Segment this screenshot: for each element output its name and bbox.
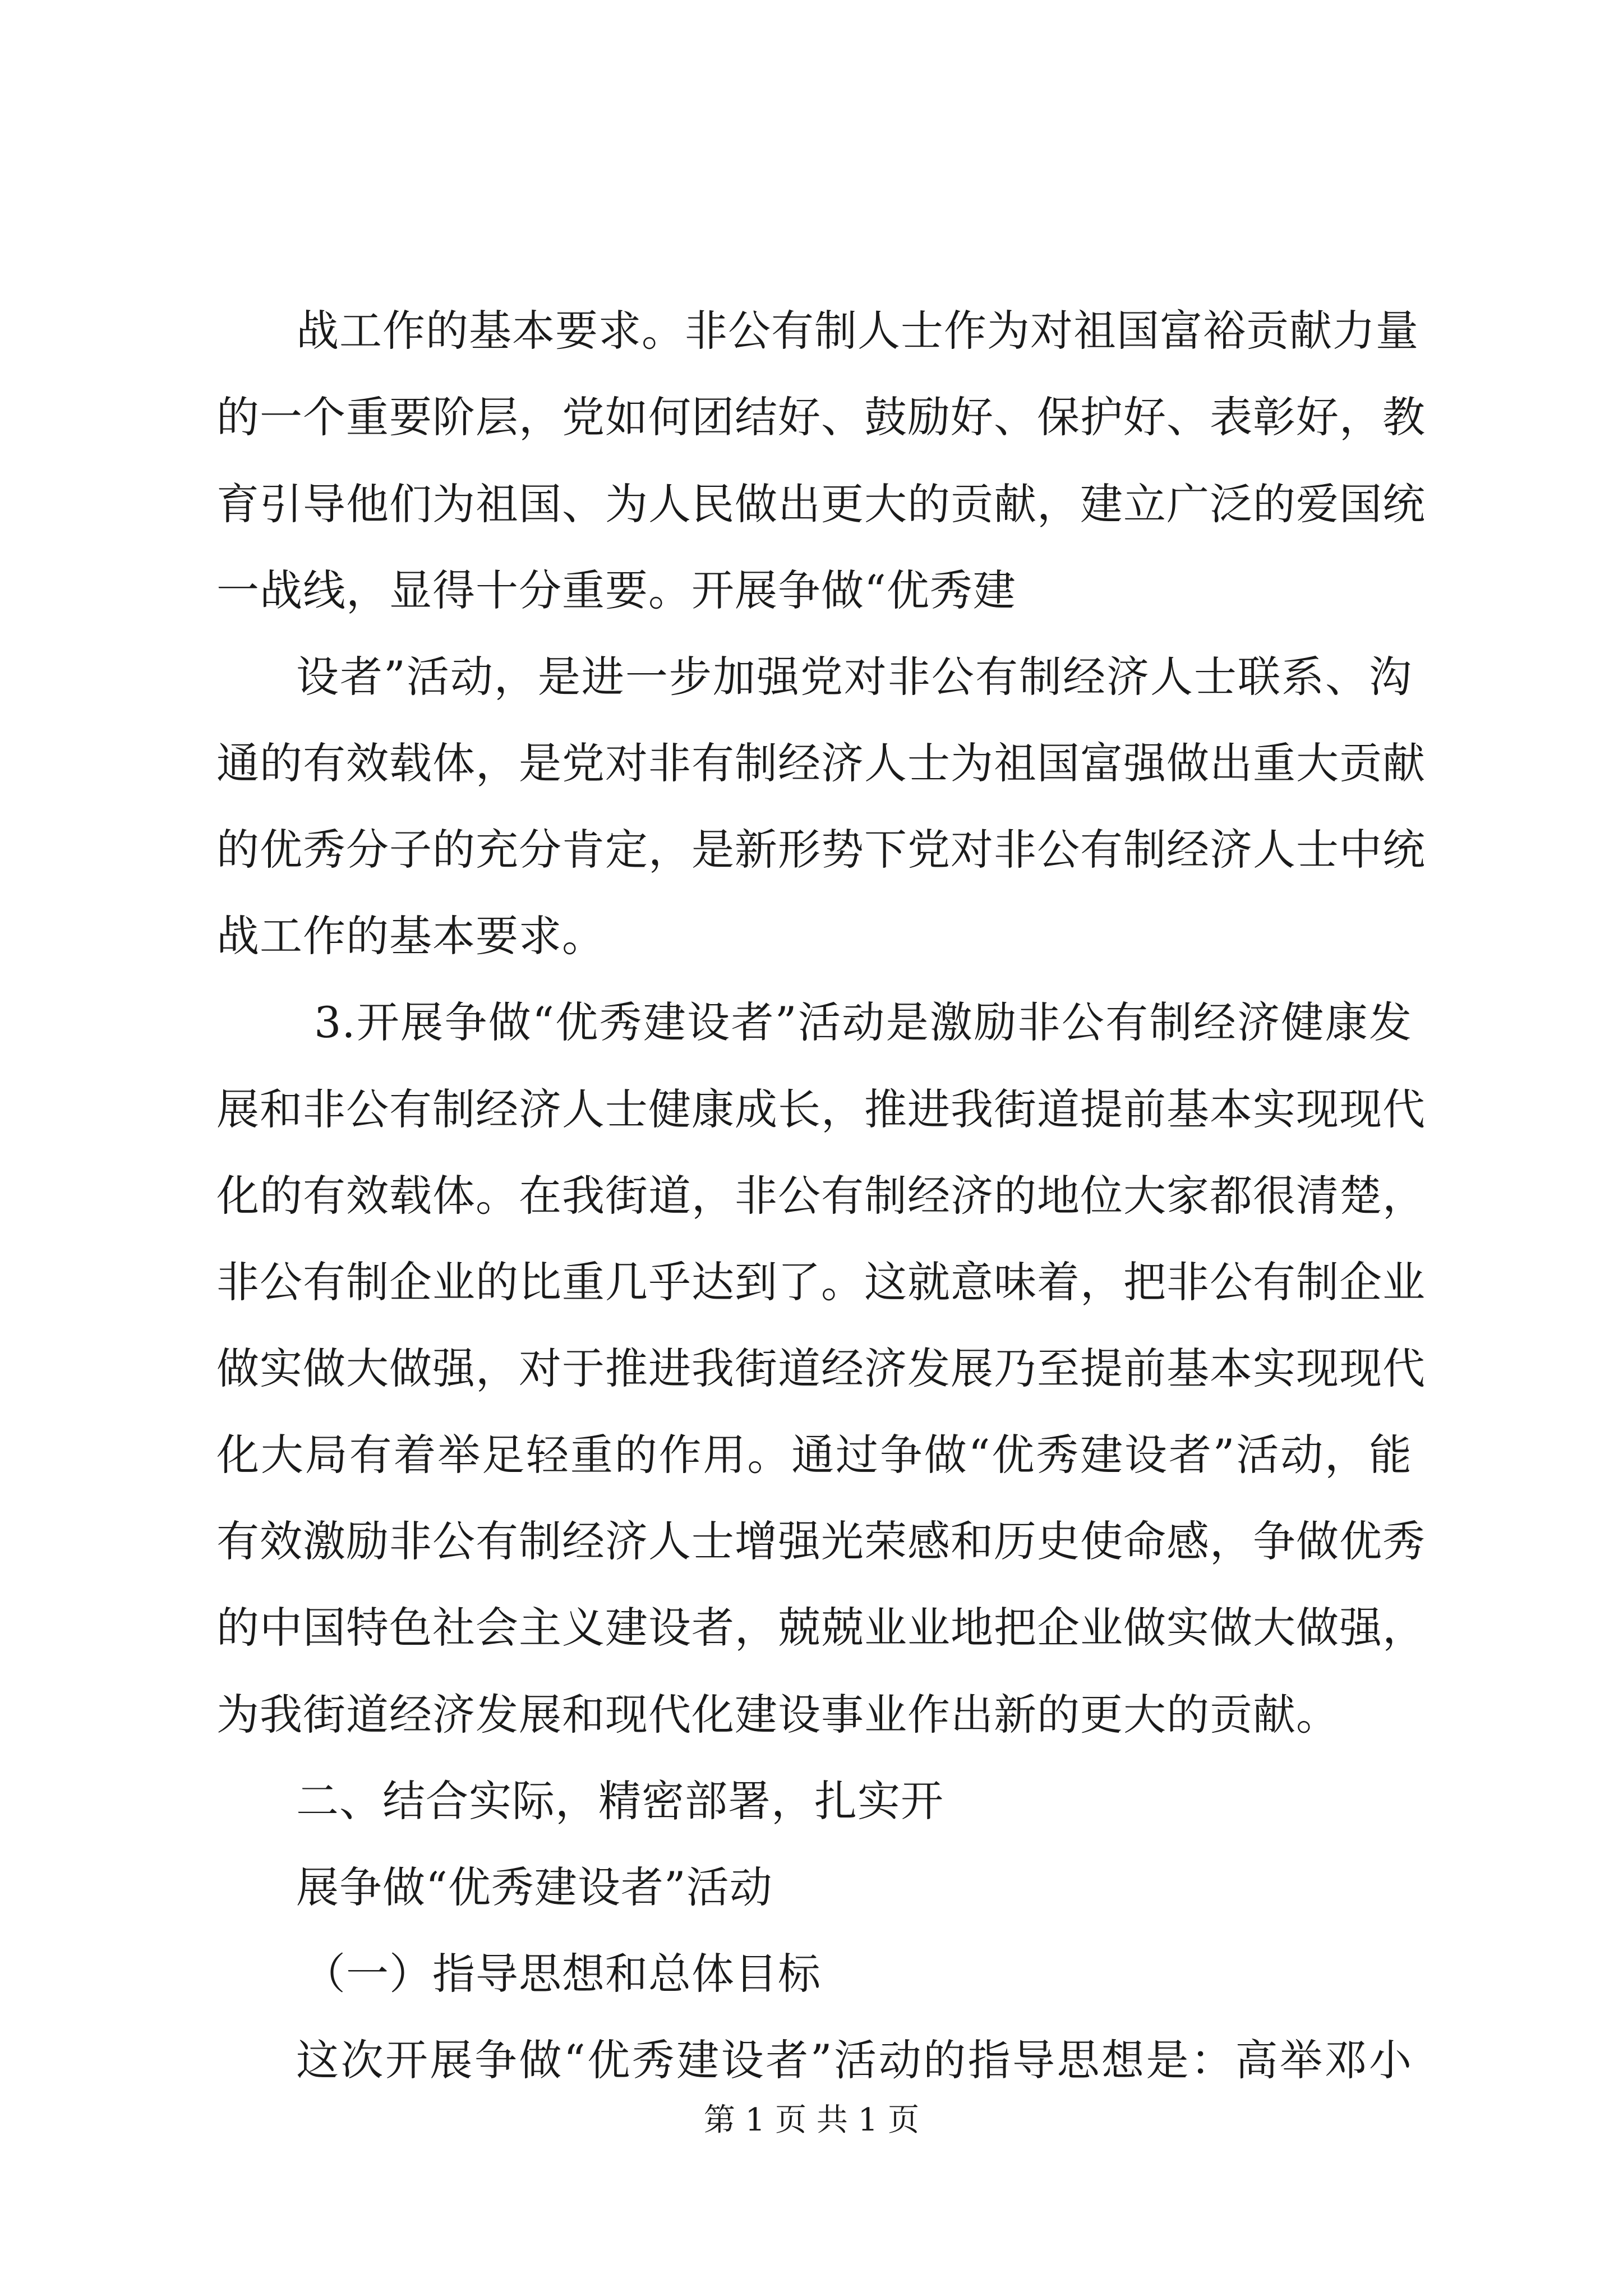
section-heading: 二、结合实际，精密部署，扎实开 xyxy=(296,1776,944,1826)
text-line: 非公有制企业的比重几乎达到了。这就意味着，把非公有制企业 xyxy=(216,1257,1426,1307)
text-line: 设者”活动，是进一步加强党对非公有制经济人士联系、沟 xyxy=(296,652,1412,702)
text-line: 的中国特色社会主义建设者，兢兢业业地把企业做实做大做强， xyxy=(216,1603,1426,1653)
subsection-heading: （一）指导思想和总体目标 xyxy=(303,1949,821,1999)
text-line: 育引导他们为祖国、为人民做出更大的贡献，建立广泛的爱国统 xyxy=(216,479,1426,529)
text-line: 化的有效载体。在我街道，非公有制经济的地位大家都很清楚， xyxy=(216,1171,1426,1221)
text-line: 有效激励非公有制经济人士增强光荣感和历史使命感，争做优秀 xyxy=(216,1516,1426,1566)
section-heading-continued: 展争做“优秀建设者”活动 xyxy=(296,1862,773,1912)
text-line: 展和非公有制经济人士健康成长，推进我街道提前基本实现现代 xyxy=(216,1084,1426,1134)
text-line: 化大局有着举足轻重的作用。通过争做“优秀建设者”活动，能 xyxy=(216,1430,1412,1480)
text-line: 的优秀分子的充分肯定，是新形势下党对非公有制经济人士中统 xyxy=(216,825,1426,875)
text-line: 战工作的基本要求。非公有制人士作为对祖国富裕贡献力量 xyxy=(296,306,1419,356)
text-line: 为我街道经济发展和现代化建设事业作出新的更大的贡献。 xyxy=(216,1690,1339,1740)
text-line: 一战线，显得十分重要。开展争做“优秀建 xyxy=(216,565,1016,615)
page-footer: 第 1 页 共 1 页 xyxy=(703,2102,920,2138)
text-line: 通的有效载体，是党对非有制经济人士为祖国富强做出重大贡献 xyxy=(216,738,1426,788)
text-line: 3.开展争做“优秀建设者”活动是激励非公有制经济健康发 xyxy=(314,997,1412,1047)
text-line: 这次开展争做“优秀建设者”活动的指导思想是：高举邓小 xyxy=(296,2035,1412,2085)
text-line: 的一个重要阶层，党如何团结好、鼓励好、保护好、表彰好，教 xyxy=(216,392,1426,442)
text-line: 战工作的基本要求。 xyxy=(216,911,605,961)
text-line: 做实做大做强，对于推进我街道经济发展乃至提前基本实现现代 xyxy=(216,1343,1426,1393)
